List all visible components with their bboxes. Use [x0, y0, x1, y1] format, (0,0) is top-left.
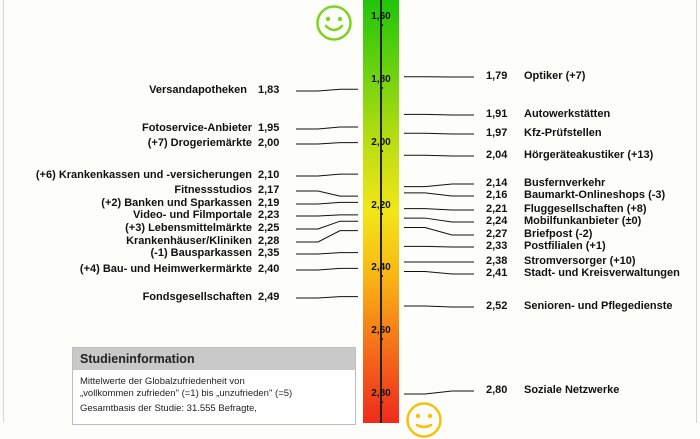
right-item-value: 1,97	[486, 127, 507, 139]
right-item-value: 2,14	[486, 177, 507, 189]
left-item-value: 2,28	[258, 235, 279, 247]
right-item-value: 2,38	[486, 255, 507, 267]
right-connector-line	[404, 155, 474, 156]
right-item-label: Fluggesellschaften (+8)	[524, 203, 647, 215]
right-item-value: 2,27	[486, 228, 507, 240]
right-connector-line	[404, 218, 474, 222]
left-item-label: (+2) Banken und Sparkassen	[101, 197, 252, 209]
happy-face-icon	[315, 4, 353, 42]
left-item-value: 2,49	[258, 291, 279, 303]
left-item-value: 2,17	[258, 184, 279, 196]
right-item-value: 2,33	[486, 240, 507, 252]
right-connector-line	[404, 209, 474, 210]
right-connector-line	[404, 193, 474, 196]
right-connector-line	[404, 227, 474, 235]
right-item-label: Stadt- und Kreisverwaltungen	[524, 267, 680, 279]
left-item-value: 2,19	[258, 197, 279, 209]
right-item-label: Busfernverkehr	[524, 177, 605, 189]
left-item-label: Fitnessstudios	[174, 184, 252, 196]
right-item-label: Optiker (+7)	[524, 70, 585, 82]
right-connector-line	[404, 114, 474, 115]
right-item-label: Baumarkt-Onlineshops (-3)	[524, 189, 665, 201]
left-item-label: (+4) Bau- und Heimwerkermärkte	[80, 263, 252, 275]
right-item-label: Soziale Netzwerke	[524, 384, 619, 396]
left-item-value: 2,40	[258, 263, 279, 275]
scale-tick-label: 2,20	[368, 200, 394, 211]
left-item-label: (+6) Krankenkassen und -versicherungen	[36, 169, 252, 181]
right-item-label: Hörgeräteakustiker (+13)	[524, 149, 653, 161]
left-item-label: Versandapotheken	[149, 84, 247, 96]
right-item-value: 2,41	[486, 267, 507, 279]
right-item-value: 2,52	[486, 300, 507, 312]
right-item-label: Autowerkstätten	[524, 108, 610, 120]
left-item-label: (-1) Bausparkassen	[151, 247, 253, 259]
study-info-line: Gesamtbasis der Studie: 31.555 Befragte,	[73, 403, 355, 415]
right-item-label: Kfz-Prüfstellen	[524, 127, 602, 139]
right-connector-line	[404, 184, 474, 187]
right-item-label: Stromversorger (+10)	[524, 255, 636, 267]
left-item-label: (+3) Lebensmittelmärkte	[125, 222, 252, 234]
scale-tick-label: 2,00	[368, 137, 394, 148]
left-item-label: (+7) Drogeriemärkte	[148, 137, 252, 149]
right-item-value: 2,80	[486, 384, 507, 396]
right-item-label: Senioren- und Pflegedienste	[524, 300, 673, 312]
left-item-value: 2,25	[258, 222, 279, 234]
right-item-value: 2,24	[486, 215, 507, 227]
neutral-face-icon	[405, 401, 443, 439]
study-info-box	[72, 347, 356, 425]
study-info-title: Studieninformation	[73, 348, 355, 370]
left-item-label: Fondsgesellschaften	[143, 291, 252, 303]
study-info-line: Mittelwerte der Globalzufriedenheit von	[73, 376, 355, 388]
left-item-value: 2,23	[258, 209, 279, 221]
right-item-label: Postfilialen (+1)	[524, 240, 606, 252]
right-item-label: Mobilfunkanbieter (±0)	[524, 215, 641, 227]
right-connector-line	[404, 271, 474, 274]
right-item-label: Briefpost (-2)	[524, 228, 592, 240]
right-item-value: 2,16	[486, 189, 507, 201]
scale-tick-label: 2,60	[368, 325, 394, 336]
right-item-value: 1,79	[486, 70, 507, 82]
right-connector-line	[404, 391, 474, 394]
left-item-label: Fotoservice-Anbieter	[142, 122, 252, 134]
left-item-value: 2,00	[258, 137, 279, 149]
left-item-label: Krankenhäuser/Kliniken	[126, 235, 252, 247]
scale-tick-label: 2,40	[368, 262, 394, 273]
scale-tick-label: 2,80	[368, 388, 394, 399]
scale-tick-label: 1,80	[368, 74, 394, 85]
left-item-value: 1,83	[258, 84, 279, 96]
left-item-value: 1,95	[258, 122, 279, 134]
left-item-value: 2,35	[258, 247, 279, 259]
right-item-value: 1,91	[486, 108, 507, 120]
right-item-value: 2,04	[486, 149, 507, 161]
right-connector-line	[404, 133, 474, 134]
right-item-value: 2,21	[486, 203, 507, 215]
study-info-line: „vollkommen zufrieden" (=1) bis „unzufrieden" (=5)	[73, 388, 355, 400]
left-item-label: Video- und Filmportale	[133, 209, 252, 221]
right-connector-line	[404, 246, 474, 247]
left-item-value: 2,10	[258, 169, 279, 181]
scale-tick-label: 1,60	[368, 11, 394, 22]
right-connector-line	[404, 306, 474, 307]
